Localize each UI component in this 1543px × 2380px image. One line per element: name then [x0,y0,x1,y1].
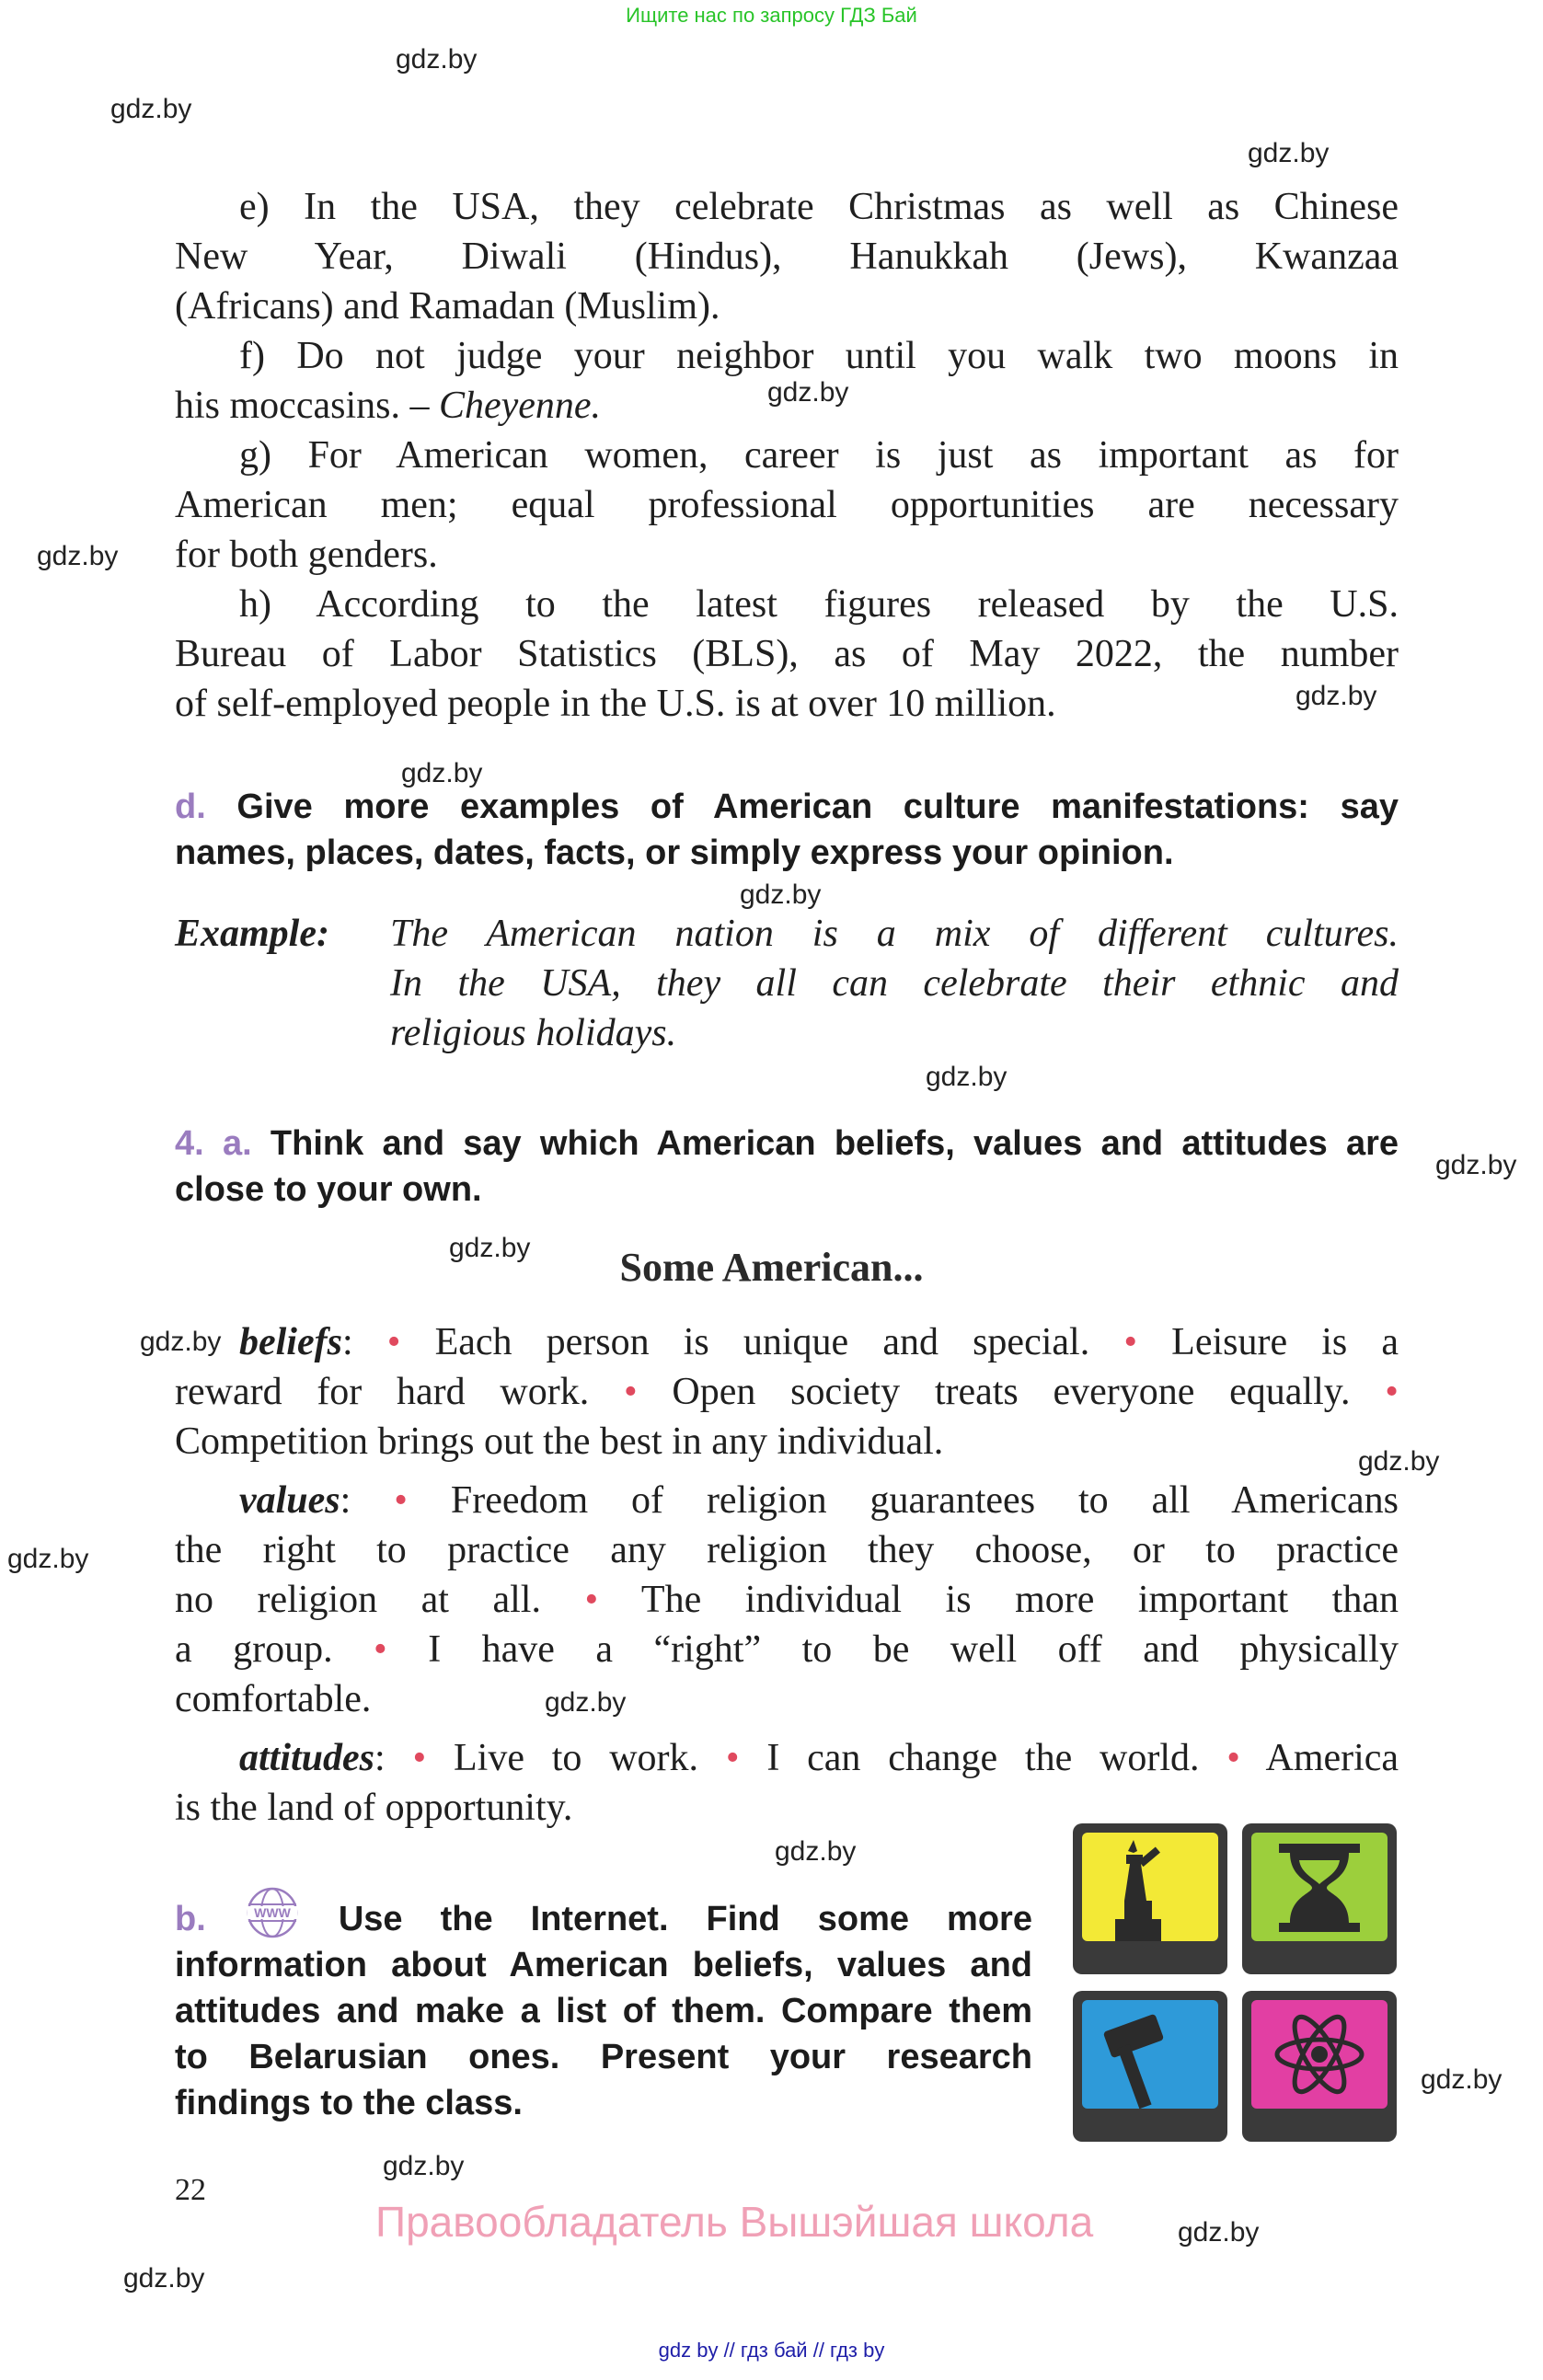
www-globe-icon [244,1886,301,1934]
task-4a-line: close to your own. [175,1170,482,1209]
item-e-line: New Year, Diwali (Hindus), Hanukkah (Jews), Kwanzaa [175,236,1399,278]
item-f-line: f) Do not judge your neighbor until you walk two moons in [239,335,1399,377]
atom-icon [1242,1991,1397,2142]
values-paragraph: values: • Freedom of religion guarantees to all Americans the right to practice any religion they choose, or to practice no religion at all. • The individual is more important than a group. • I have a “right” to be well off and physically comfortable. [175,1479,1399,1720]
attitude-item: I can change the world. [766,1737,1200,1779]
task-b [175,1886,1032,2126]
example-text [390,909,1399,1058]
watermark: gdz.by [1358,1446,1440,1477]
watermark: gdz.by [7,1544,89,1574]
example-label: Example: [175,913,329,955]
task-b-line: to Belarusian ones. Present your research [175,2038,1032,2076]
item-h-line: Bureau of Labor Statistics (BLS), as of May 2022, the number [175,633,1399,675]
task-4-number: 4. [175,1124,204,1163]
watermark: gdz.by [1421,2064,1503,2095]
example-line: In the USA, they all can celebrate their ethnic and [390,962,1399,1005]
item-h-line: h) According to the latest figures released by the U.S. [239,583,1399,626]
watermark: gdz.by [545,1687,627,1718]
hourglass-icon [1242,1823,1397,1974]
watermark: gdz.by [140,1327,222,1357]
gavel-icon [1073,1991,1227,2142]
watermark: gdz.by [449,1233,531,1263]
item-h-line: of self-employed people in the U.S. is at over 10 million. [175,683,1056,725]
watermark: gdz.by [1248,138,1330,168]
item-e-line: (Africans) and Ramadan (Muslim). [175,285,720,328]
belief-item: Open society treats everyone equally. [672,1371,1351,1413]
task-4a-label: a. [222,1124,252,1163]
watermark: gdz.by [110,94,192,124]
watermark: gdz.by [926,1062,1008,1092]
copyright-notice: Правообладатель Вышэйшая школа [375,2198,1094,2246]
task-b-line: information about American beliefs, values and [175,1946,1032,1984]
icon-tiles [1073,1823,1397,2142]
item-g-line: American men; equal professional opportunities are necessary [175,484,1399,526]
watermark: gdz.by [123,2263,205,2294]
watermark: gdz.by [775,1836,857,1867]
values-label: values [239,1479,340,1522]
statue-of-liberty-icon [1073,1823,1227,1974]
attitude-item: Live to work. [454,1737,699,1779]
item-f-line [175,381,1399,431]
task-d-line: Give more examples of American culture manifestations: say [236,788,1399,826]
item-f-source: Cheyenne. [438,385,602,427]
task-d-line: names, places, dates, facts, or simply express your opinion. [175,834,1174,872]
task-b-line: attitudes and make a list of them. Compare them [175,1992,1032,2030]
statements-list [175,182,1399,729]
watermark: gdz.by [37,541,119,571]
item-f-text: his moccasins. – [175,385,439,427]
watermark: gdz.by [401,758,483,788]
task-d-label: d. [175,788,206,826]
item-g-line: g) For American women, career is just as important as for [239,434,1399,477]
item-g-line: for both genders. [175,534,438,576]
example-line: The American nation is a mix of different cultures. [390,913,1399,955]
belief-item: Competition brings out the best in any individual. [175,1420,944,1463]
svg-text:WWW: WWW [253,1905,291,1920]
task-4a [175,1121,1399,1213]
task-b-label: b. [175,1900,206,1938]
bottom-banner: gdz by // гдз бай // гдз by [658,2339,885,2362]
watermark: gdz.by [1295,681,1377,711]
page-number: 22 [175,2173,206,2207]
task-b-line: Use the Internet. Find some more [338,1900,1032,1938]
beliefs-paragraph: beliefs: • Each person is unique and special. • Leisure is a reward for hard work. • Open society treats everyone equally. • Competition brings out the best in any individual. [175,1317,1399,1466]
task-b-line: findings to the class. [175,2084,523,2122]
section-heading: Some American... [619,1245,924,1290]
task-4a-line: Think and say which American beliefs, values and attitudes are [270,1124,1399,1163]
item-e-line: e) In the USA, they celebrate Christmas as well as Chinese [239,186,1399,228]
watermark: gdz.by [767,377,849,408]
watermark: gdz.by [1178,2217,1260,2248]
watermark: gdz.by [383,2151,465,2181]
watermark: gdz.by [740,880,822,910]
watermark: gdz.by [396,44,478,75]
belief-item: Each person is unique and special. [434,1321,1090,1363]
top-banner: Ищите нас по запросу ГДЗ Бай [626,4,917,27]
beliefs-label: beliefs [239,1321,342,1363]
attitudes-label: attitudes [239,1737,375,1779]
attitudes-paragraph: attitudes: • Live to work. • I can change the world. • America is the land of opportunity. [175,1737,1399,1829]
watermark: gdz.by [1435,1150,1517,1180]
task-d [175,784,1399,876]
example-line: religious holidays. [390,1012,677,1054]
